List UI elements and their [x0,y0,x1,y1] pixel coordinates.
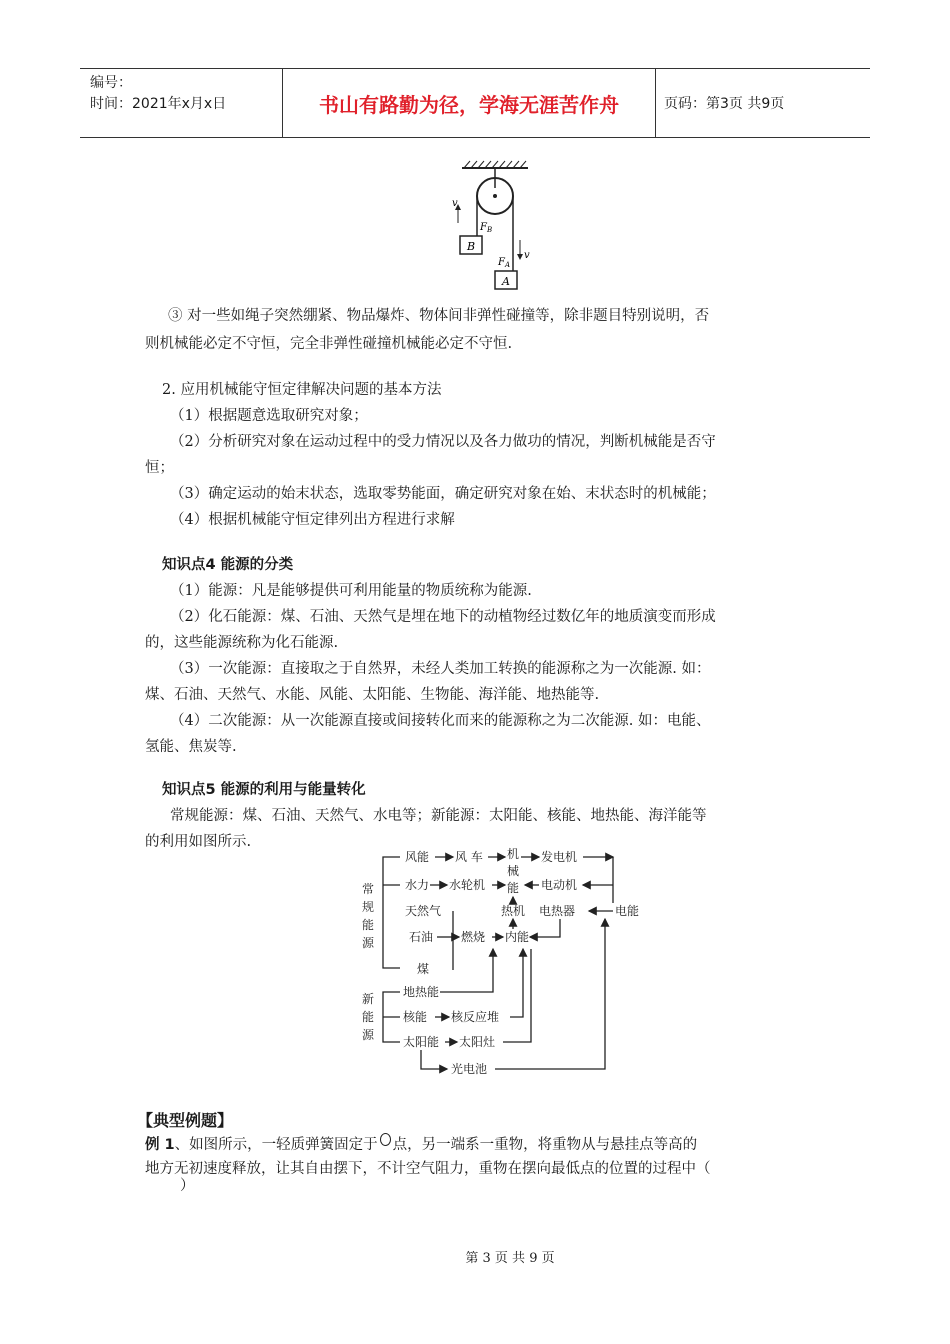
label-fb-sub: B [487,226,493,234]
label-a: A [502,275,510,288]
pulley-figure [440,158,540,298]
method-step3: （3）确定运动的始末状态，选取零势能面，确定研究对象在始、末状态时的机械能； [170,486,716,502]
kp4-item3-line2: 煤、石油、天然气、水能、风能、太阳能、生物能、海洋能、地热能等. [145,687,600,703]
node-reactor: 核反应堆 [451,1010,500,1024]
node-generator: 发电机 [541,850,578,864]
section3-line2: 则机械能必定不守恒，完全非弹性碰撞机械能必定不守恒. [145,336,513,352]
energy-diagram [355,845,645,1085]
node-mech-3: 能 [507,881,520,895]
new-char-3: 源 [362,1028,375,1042]
number-label: 编号： [90,75,132,91]
label-fb: F [480,222,487,233]
node-mech-1: 机 [507,847,520,861]
conv-char-2: 规 [362,900,375,914]
node-solar: 太阳能 [403,1035,440,1049]
method-step2-line2: 恒； [145,460,174,476]
conv-char-4: 源 [362,936,375,950]
example1-line2: 地方无初速度释放，让其自由摆下，不计空气阻力，重物在摆向最低点的位置的过程中（ [145,1161,711,1177]
example1-line1b-text: 点，另一端系一重物，将重物从与悬挂点等高的 [392,1137,698,1153]
node-heat-engine: 热机 [501,904,526,918]
node-electric: 电能 [615,904,640,918]
kp4-title: 知识点4 能源的分类 [162,557,294,573]
kp5-title: 知识点5 能源的利用与能量转化 [162,782,366,798]
node-internal: 内能 [505,930,530,944]
examples-heading: 【典型例题】 [137,1111,234,1130]
label-fa-sub: A [505,261,511,269]
node-geothermal: 地热能 [403,985,440,999]
kp5-para-line2: 的利用如图所示. [145,834,252,850]
label-b: B [466,240,476,253]
node-gas: 天然气 [405,904,442,918]
node-oil: 石油 [409,930,434,944]
kp4-item1: （1）能源：凡是能够提供可利用能量的物质统称为能源. [170,583,532,599]
method-step1: （1）根据题意选取研究对象； [170,408,368,424]
new-char-2: 能 [362,1010,375,1024]
label-fa: F [498,257,505,268]
node-solar-stove: 太阳灶 [459,1035,496,1049]
node-coal: 煤 [417,962,430,976]
node-windmill: 风 车 [455,850,483,864]
example1-line1-text: 、如图所示，一轻质弹簧固定于 [174,1137,378,1153]
page-header [80,68,870,138]
node-heater: 电热器 [539,904,576,918]
example1-line3: ） [180,1178,195,1194]
motto: 书山有路勤为径，学海无涯苦作舟 [282,69,656,137]
kp4-item2-line2: 的，这些能源统称为化石能源. [145,635,339,651]
method-step2-line1: （2）分析研究对象在运动过程中的受力情况以及各力做功的情况，判断机械能是否守 [170,434,716,450]
node-turbine: 水轮机 [449,878,486,892]
conv-char-1: 常 [362,882,375,896]
page-footer: 第 3 页 共 9 页 [465,1251,555,1266]
kp4-item4-line1: （4）二次能源：从一次能源直接或间接转化而来的能源称之为二次能源. 如：电能、 [170,713,711,729]
page-info: 页码：第3页 共9页 [664,96,785,112]
kp4-item3-line1: （3）一次能源：直接取之于自然界，未经人类加工转换的能源称之为一次能源. 如： [170,661,711,677]
point-o-icon [380,1133,391,1146]
conv-char-3: 能 [362,918,375,932]
header-left [80,69,282,137]
node-motor: 电动机 [541,878,578,892]
label-v-right: v [524,250,530,261]
node-burning: 燃烧 [461,930,486,944]
example1-label: 例 1 [145,1137,175,1153]
node-nuclear: 核能 [403,1010,428,1024]
node-wind: 风能 [405,850,430,864]
kp5-para-line1: 常规能源：煤、石油、天然气、水电等；新能源：太阳能、核能、地热能、海洋能等 [170,808,707,824]
new-char-1: 新 [362,992,375,1006]
method-step4: （4）根据机械能守恒定律列出方程进行求解 [170,512,455,528]
date-label: 时间：2021年x月x日 [90,96,227,112]
node-mech-2: 械 [507,864,520,878]
method-title: 2. 应用机械能守恒定律解决问题的基本方法 [162,382,442,398]
label-v-left: v [452,198,458,209]
section3-line1: ③ 对一些如绳子突然绷紧、物品爆炸、物体间非弹性碰撞等，除非题目特别说明，否 [168,308,710,324]
node-photocell: 光电池 [451,1062,488,1076]
kp4-item2-line1: （2）化石能源：煤、石油、天然气是埋在地下的动植物经过数亿年的地质演变而形成 [170,609,716,625]
kp4-item4-line2: 氢能、焦炭等. [145,739,237,755]
node-water: 水力 [405,878,430,892]
